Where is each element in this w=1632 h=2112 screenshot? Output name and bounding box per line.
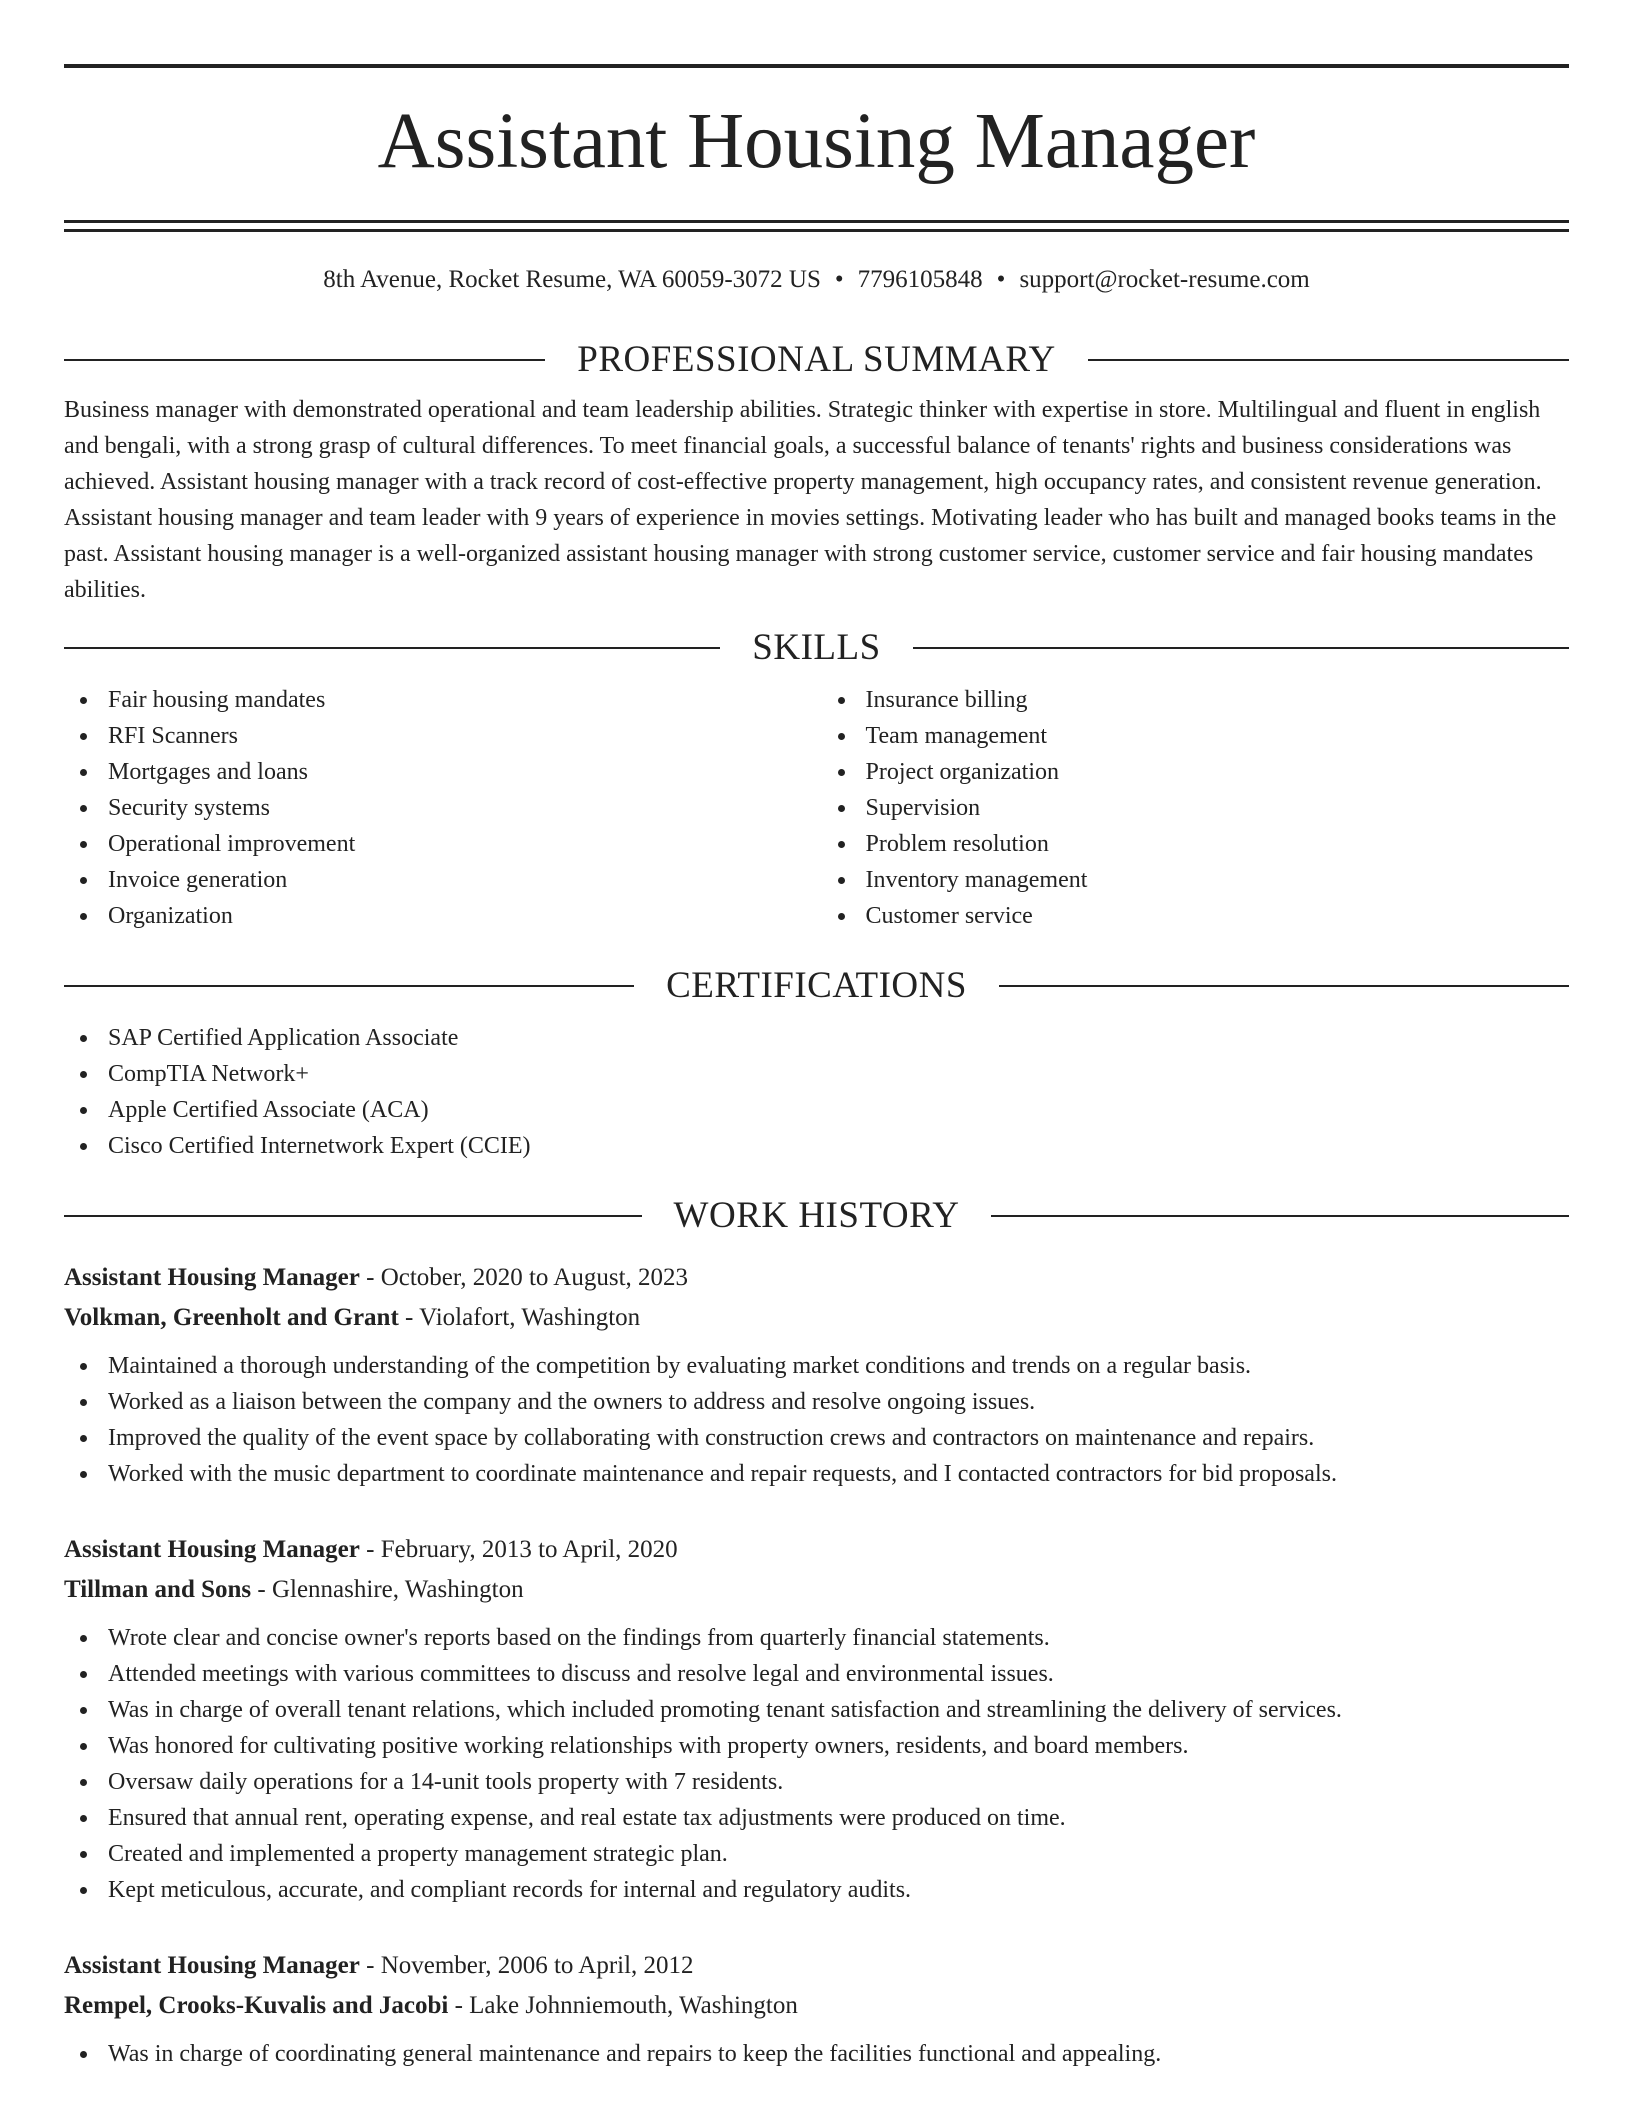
job-duty: Oversaw daily operations for a 14-unit tools property with 7 residents. [64, 1764, 1569, 1800]
job-title: Assistant Housing Manager [64, 1536, 360, 1563]
summary-heading [64, 338, 1569, 382]
job-duty: Worked with the music department to coordinate maintenance and repair requests, and I contacted contractors for bid proposals. [64, 1456, 1569, 1492]
skill-item: Organization [64, 898, 812, 934]
job-duty: Ensured that annual rent, operating expense, and real estate tax adjustments were produced on time. [64, 1800, 1569, 1836]
job-company-line [64, 1570, 1569, 1610]
job-title-line [64, 1530, 1569, 1570]
skill-item: Operational improvement [64, 826, 812, 862]
skill-item: RFI Scanners [64, 718, 812, 754]
job-location: - Violafort, Washington [398, 1304, 641, 1331]
job-duties [64, 1620, 1569, 1908]
contact-address: 8th Avenue, Rocket Resume, WA 60059-3072 US [323, 266, 821, 293]
job-duties [64, 2036, 1569, 2072]
job-title: Assistant Housing Manager [64, 1264, 360, 1291]
skill-item: Insurance billing [822, 682, 1570, 718]
job-title-line [64, 1946, 1569, 1986]
job-entry [64, 1530, 1569, 1908]
certification-item: Apple Certified Associate (ACA) [64, 1092, 1569, 1128]
page-title: Assistant Housing Manager [377, 98, 1256, 185]
job-company-line [64, 1986, 1569, 2026]
contact-email: support@rocket-resume.com [1019, 266, 1310, 293]
job-location: - Lake Johnniemouth, Washington [448, 1992, 798, 2019]
skill-item: Invoice generation [64, 862, 812, 898]
skills-column-right [812, 682, 1570, 934]
resume-page [64, 64, 1569, 2072]
divider-line [991, 1215, 1569, 1217]
job-dates: - November, 2006 to April, 2012 [359, 1952, 694, 1979]
job-entry [64, 1258, 1569, 1492]
job-duty: Kept meticulous, accurate, and compliant records for internal and regulatory audits. [64, 1872, 1569, 1908]
certifications-heading [64, 964, 1569, 1008]
job-company-line [64, 1298, 1569, 1338]
contact-separator: • [996, 266, 1006, 293]
divider-line [999, 985, 1569, 987]
job-duty: Worked as a liaison between the company and the owners to address and resolve ongoing issues. [64, 1384, 1569, 1420]
job-company: Tillman and Sons [64, 1576, 252, 1603]
section-title: WORK HISTORY [673, 1195, 960, 1236]
job-dates: - October, 2020 to August, 2023 [359, 1264, 689, 1291]
job-duty: Was honored for cultivating positive working relationships with property owners, residents, and board members. [64, 1728, 1569, 1764]
job-title: Assistant Housing Manager [64, 1952, 360, 1979]
contact-line [64, 264, 1569, 296]
top-rule [64, 64, 1569, 68]
skill-item: Customer service [822, 898, 1570, 934]
summary-text: Business manager with demonstrated operational and team leadership abilities. Strategic thinker with expertise in store. Multilingual and fluent in english and bengali, with a strong grasp of cultural differences. To meet financial goals, a successful balance of tenants' rights and business considerations was achieved. Assistant housing manager with a track record of cost-effective property management, high occupancy rates, and consistent revenue generation. Assistant housing manager and team leader with 9 years of experience in movies settings. Motivating leader who has built and managed books teams in the past. Assistant housing manager is a well-organized assistant housing manager with strong customer service, customer service and fair housing mandates abilities. [64, 397, 1557, 603]
job-title-line [64, 1258, 1569, 1298]
certification-item: Cisco Certified Internetwork Expert (CCIE) [64, 1128, 1569, 1164]
job-duty: Wrote clear and concise owner's reports based on the findings from quarterly financial statements. [64, 1620, 1569, 1656]
divider-line [64, 1215, 642, 1217]
skill-item: Mortgages and loans [64, 754, 812, 790]
title-double-rule [64, 220, 1569, 232]
job-duty: Created and implemented a property management strategic plan. [64, 1836, 1569, 1872]
skills-list [64, 682, 1569, 934]
skill-item: Inventory management [822, 862, 1570, 898]
job-company: Volkman, Greenholt and Grant [64, 1304, 399, 1331]
job-duties [64, 1348, 1569, 1492]
contact-separator: • [834, 266, 844, 293]
job-duty: Was in charge of coordinating general maintenance and repairs to keep the facilities functional and appealing. [64, 2036, 1569, 2072]
section-title: PROFESSIONAL SUMMARY [577, 339, 1056, 380]
job-duty: Improved the quality of the event space by collaborating with construction crews and contractors on maintenance and repairs. [64, 1420, 1569, 1456]
section-title: SKILLS [752, 627, 881, 668]
contact-phone: 7796105848 [857, 266, 983, 293]
section-title: CERTIFICATIONS [666, 965, 967, 1006]
divider-line [64, 985, 634, 987]
divider-line [1088, 359, 1569, 361]
certifications-list [64, 1020, 1569, 1164]
job-location: - Glennashire, Washington [251, 1576, 524, 1603]
job-duty: Was in charge of overall tenant relations, which included promoting tenant satisfaction and streamlining the delivery of services. [64, 1692, 1569, 1728]
skill-item: Security systems [64, 790, 812, 826]
job-entry [64, 1946, 1569, 2072]
job-dates: - February, 2013 to April, 2020 [359, 1536, 678, 1563]
job-company: Rempel, Crooks-Kuvalis and Jacobi [64, 1992, 449, 2019]
certification-item: SAP Certified Application Associate [64, 1020, 1569, 1056]
skill-item: Team management [822, 718, 1570, 754]
divider-line [64, 359, 545, 361]
skill-item: Supervision [822, 790, 1570, 826]
job-duty: Maintained a thorough understanding of the competition by evaluating market conditions and trends on a regular basis. [64, 1348, 1569, 1384]
skills-column-left [64, 682, 812, 934]
divider-line [64, 647, 720, 649]
skill-item: Project organization [822, 754, 1570, 790]
skill-item: Fair housing mandates [64, 682, 812, 718]
certification-item: CompTIA Network+ [64, 1056, 1569, 1092]
divider-line [913, 647, 1569, 649]
skills-heading [64, 626, 1569, 670]
skill-item: Problem resolution [822, 826, 1570, 862]
work-history-heading [64, 1194, 1569, 1238]
job-duty: Attended meetings with various committees to discuss and resolve legal and environmental issues. [64, 1656, 1569, 1692]
